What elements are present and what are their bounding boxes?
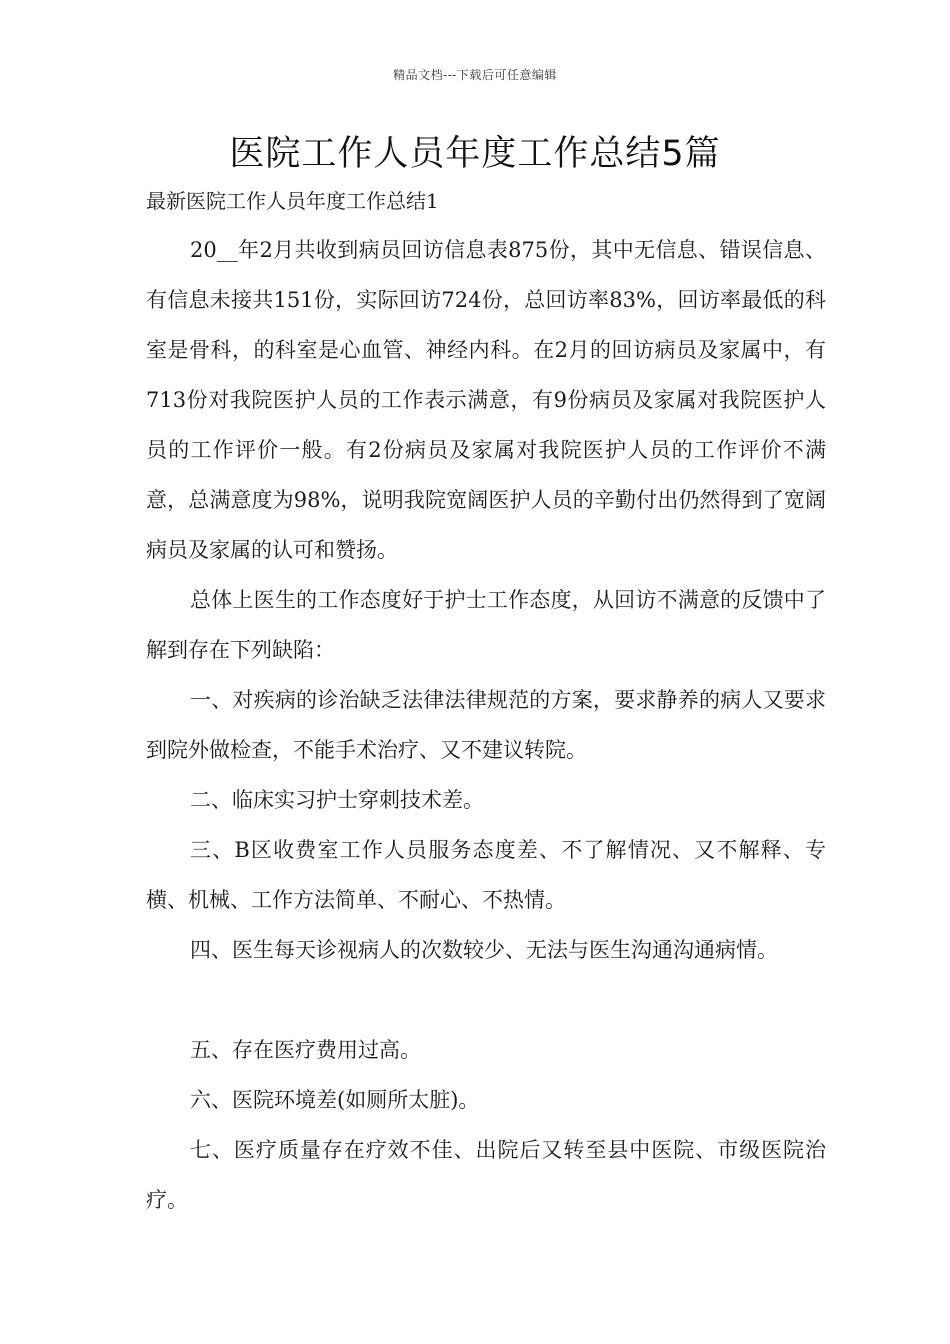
document-title: 医院工作人员年度工作总结5篇 (229, 134, 721, 174)
paragraph-item-3: 三、B区收费室工作人员服务态度差、不了解情况、又不解释、专横、机械、工作方法简单、不耐心、不热情。 (146, 838, 826, 912)
header-note: 精品文档---下载后可任意编辑 (393, 68, 557, 82)
paragraph-item-5: 五、存在医疗费用过高。 (190, 1038, 421, 1062)
paragraph-item-7: 七、医疗质量存在疗效不佳、出院后又转至县中医院、市级医院治疗。 (146, 1138, 826, 1212)
paragraph-item-1: 一、对疾病的诊治缺乏法律法律规范的方案，要求静养的病人又要求到院外做检查，不能手术治疗、又不建议转院。 (146, 688, 826, 762)
paragraph-item-2: 二、临床实习护士穿刺技术差。 (190, 788, 484, 812)
paragraph-item-4: 四、医生每天诊视病人的次数较少、无法与医生沟通沟通病情。 (190, 938, 778, 962)
document-subtitle: 最新医院工作人员年度工作总结1 (146, 189, 439, 213)
paragraph-item-6: 六、医院环境差(如厕所太脏)。 (190, 1088, 480, 1112)
paragraph-summary: 20__年2月共收到病员回访信息表875份，其中无信息、错误信息、有信息未接共151份，实际回访724份，总回访率83%，回访率最低的科室是骨科，的科室是心血管、神经内科。在2月的回访病员及家属中，有713份对我院医护人员的工作表示满意，有9份病员及家属对我院医护人员的工作评价一般。有2份病员及家属对我院医护人员的工作评价不满意，总满意度为98%，说明我院宽阔医护人员的辛勤付出仍然得到了宽阔病员及家属的认可和赞扬。 (146, 238, 826, 562)
paragraph-overview: 总体上医生的工作态度好于护士工作态度，从回访不满意的反馈中了解到存在下列缺陷： (146, 588, 826, 662)
body-text (146, 225, 826, 1225)
